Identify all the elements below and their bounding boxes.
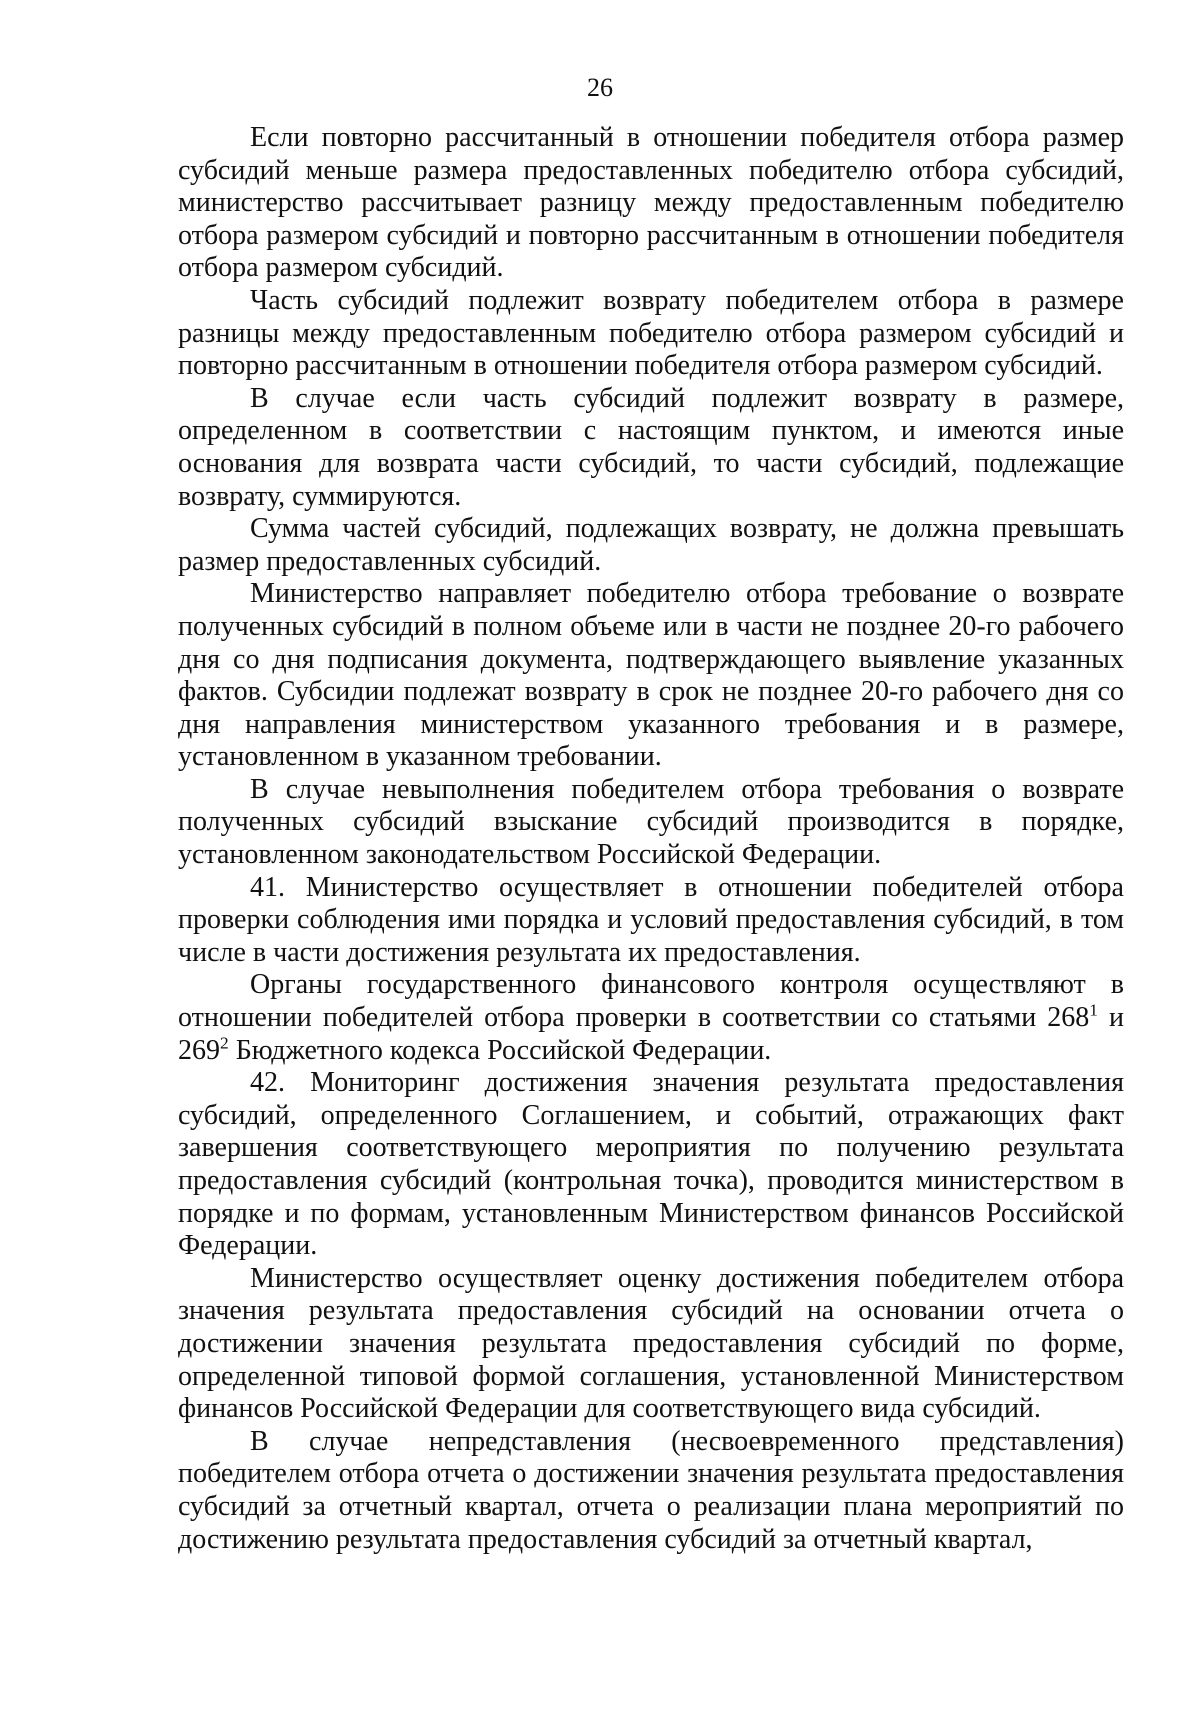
paragraph: Министерство осуществляет оценку достижения победителем отбора значения результата предоставления субсидий на основании отчета о достижении значения результата предоставления субсидий по форме, определенной типовой формой соглашения, установленной Министерством финансов Российской Федерации для соответствующего вида субсидий. <box>178 1262 1124 1425</box>
article-number: 268 <box>1047 1002 1090 1034</box>
paragraph: Министерство направляет победителю отбора требование о возврате полученных субсидий в полном объеме или в части не позднее 20-го рабочего дня со дня подписания документа, подтверждающего выявление указанных фактов. Субсидии подлежат возврату в срок не позднее 20-го рабочего дня со дня направления министерством указанного требования и в размере, установленном в указанном требовании. <box>178 578 1124 773</box>
document-body <box>178 122 1124 1556</box>
paragraph: В случае невыполнения победителем отбора требования о возврате полученных субсидий взыскание субсидий производится в порядке, установленном законодательством Российской Федерации. <box>178 773 1124 871</box>
control-paragraph-text: и <box>1097 1002 1125 1034</box>
paragraph: В случае непредставления (несвоевременного представления) победителем отбора отчета о достижении значения результата предоставления субсидий за отчетный квартал, отчета о реализации плана мероприятий по достижению результата предоставления субсидий за отчетный квартал, <box>178 1425 1124 1555</box>
paragraph: Сумма частей субсидий, подлежащих возврату, не должна превышать размер предоставленных субсидий. <box>178 513 1124 577</box>
paragraph: Часть субсидий подлежит возврату победителем отбора в размере разницы между предоставленным победителю отбора размером субсидий и повторно рассчитанным в отношении победителя отбора размером субсидий. <box>178 284 1124 382</box>
paragraph: В случае если часть субсидий подлежит возврату в размере, определенном в соответствии с настоящим пунктом, и имеются иные основания для возврата части субсидий, то части субсидий, подлежащие возврату, суммируются. <box>178 382 1124 512</box>
control-paragraph-text: Органы государственного финансового контроля осуществляют в отношении победителей отбора проверки в соответствии со статьями <box>178 969 1124 1034</box>
article-number: 269 <box>178 1034 220 1066</box>
article-superscript: 2 <box>220 1033 229 1053</box>
paragraph: 41. Министерство осуществляет в отношении победителей отбора проверки соблюдения ими порядка и условий предоставления субсидий, в том числе в части достижения результата их предоставления. <box>178 871 1124 968</box>
paragraph: Если повторно рассчитанный в отношении победителя отбора размер субсидий меньше размера предоставленных победителю отбора субсидий, министерство рассчитывает разницу между предоставленным победителю отбора размером субсидий и повторно рассчитанным в отношении победителя отбора размером субсидий. <box>178 122 1124 284</box>
control-paragraph-text: Бюджетного кодекса Российской Федерации. <box>228 1034 772 1066</box>
control-paragraph <box>178 969 1124 1067</box>
page-number: 26 <box>587 73 613 102</box>
paragraph: 42. Мониторинг достижения значения результата предоставления субсидий, определенного Соглашением, и событий, отражающих факт завершения соответствующего мероприятия по получению результата предоставления субсидий (контрольная точка), проводится министерством в порядке и по формам, установленным Министерством финансов Российской Федерации. <box>178 1067 1124 1262</box>
article-superscript: 1 <box>1089 1000 1098 1020</box>
